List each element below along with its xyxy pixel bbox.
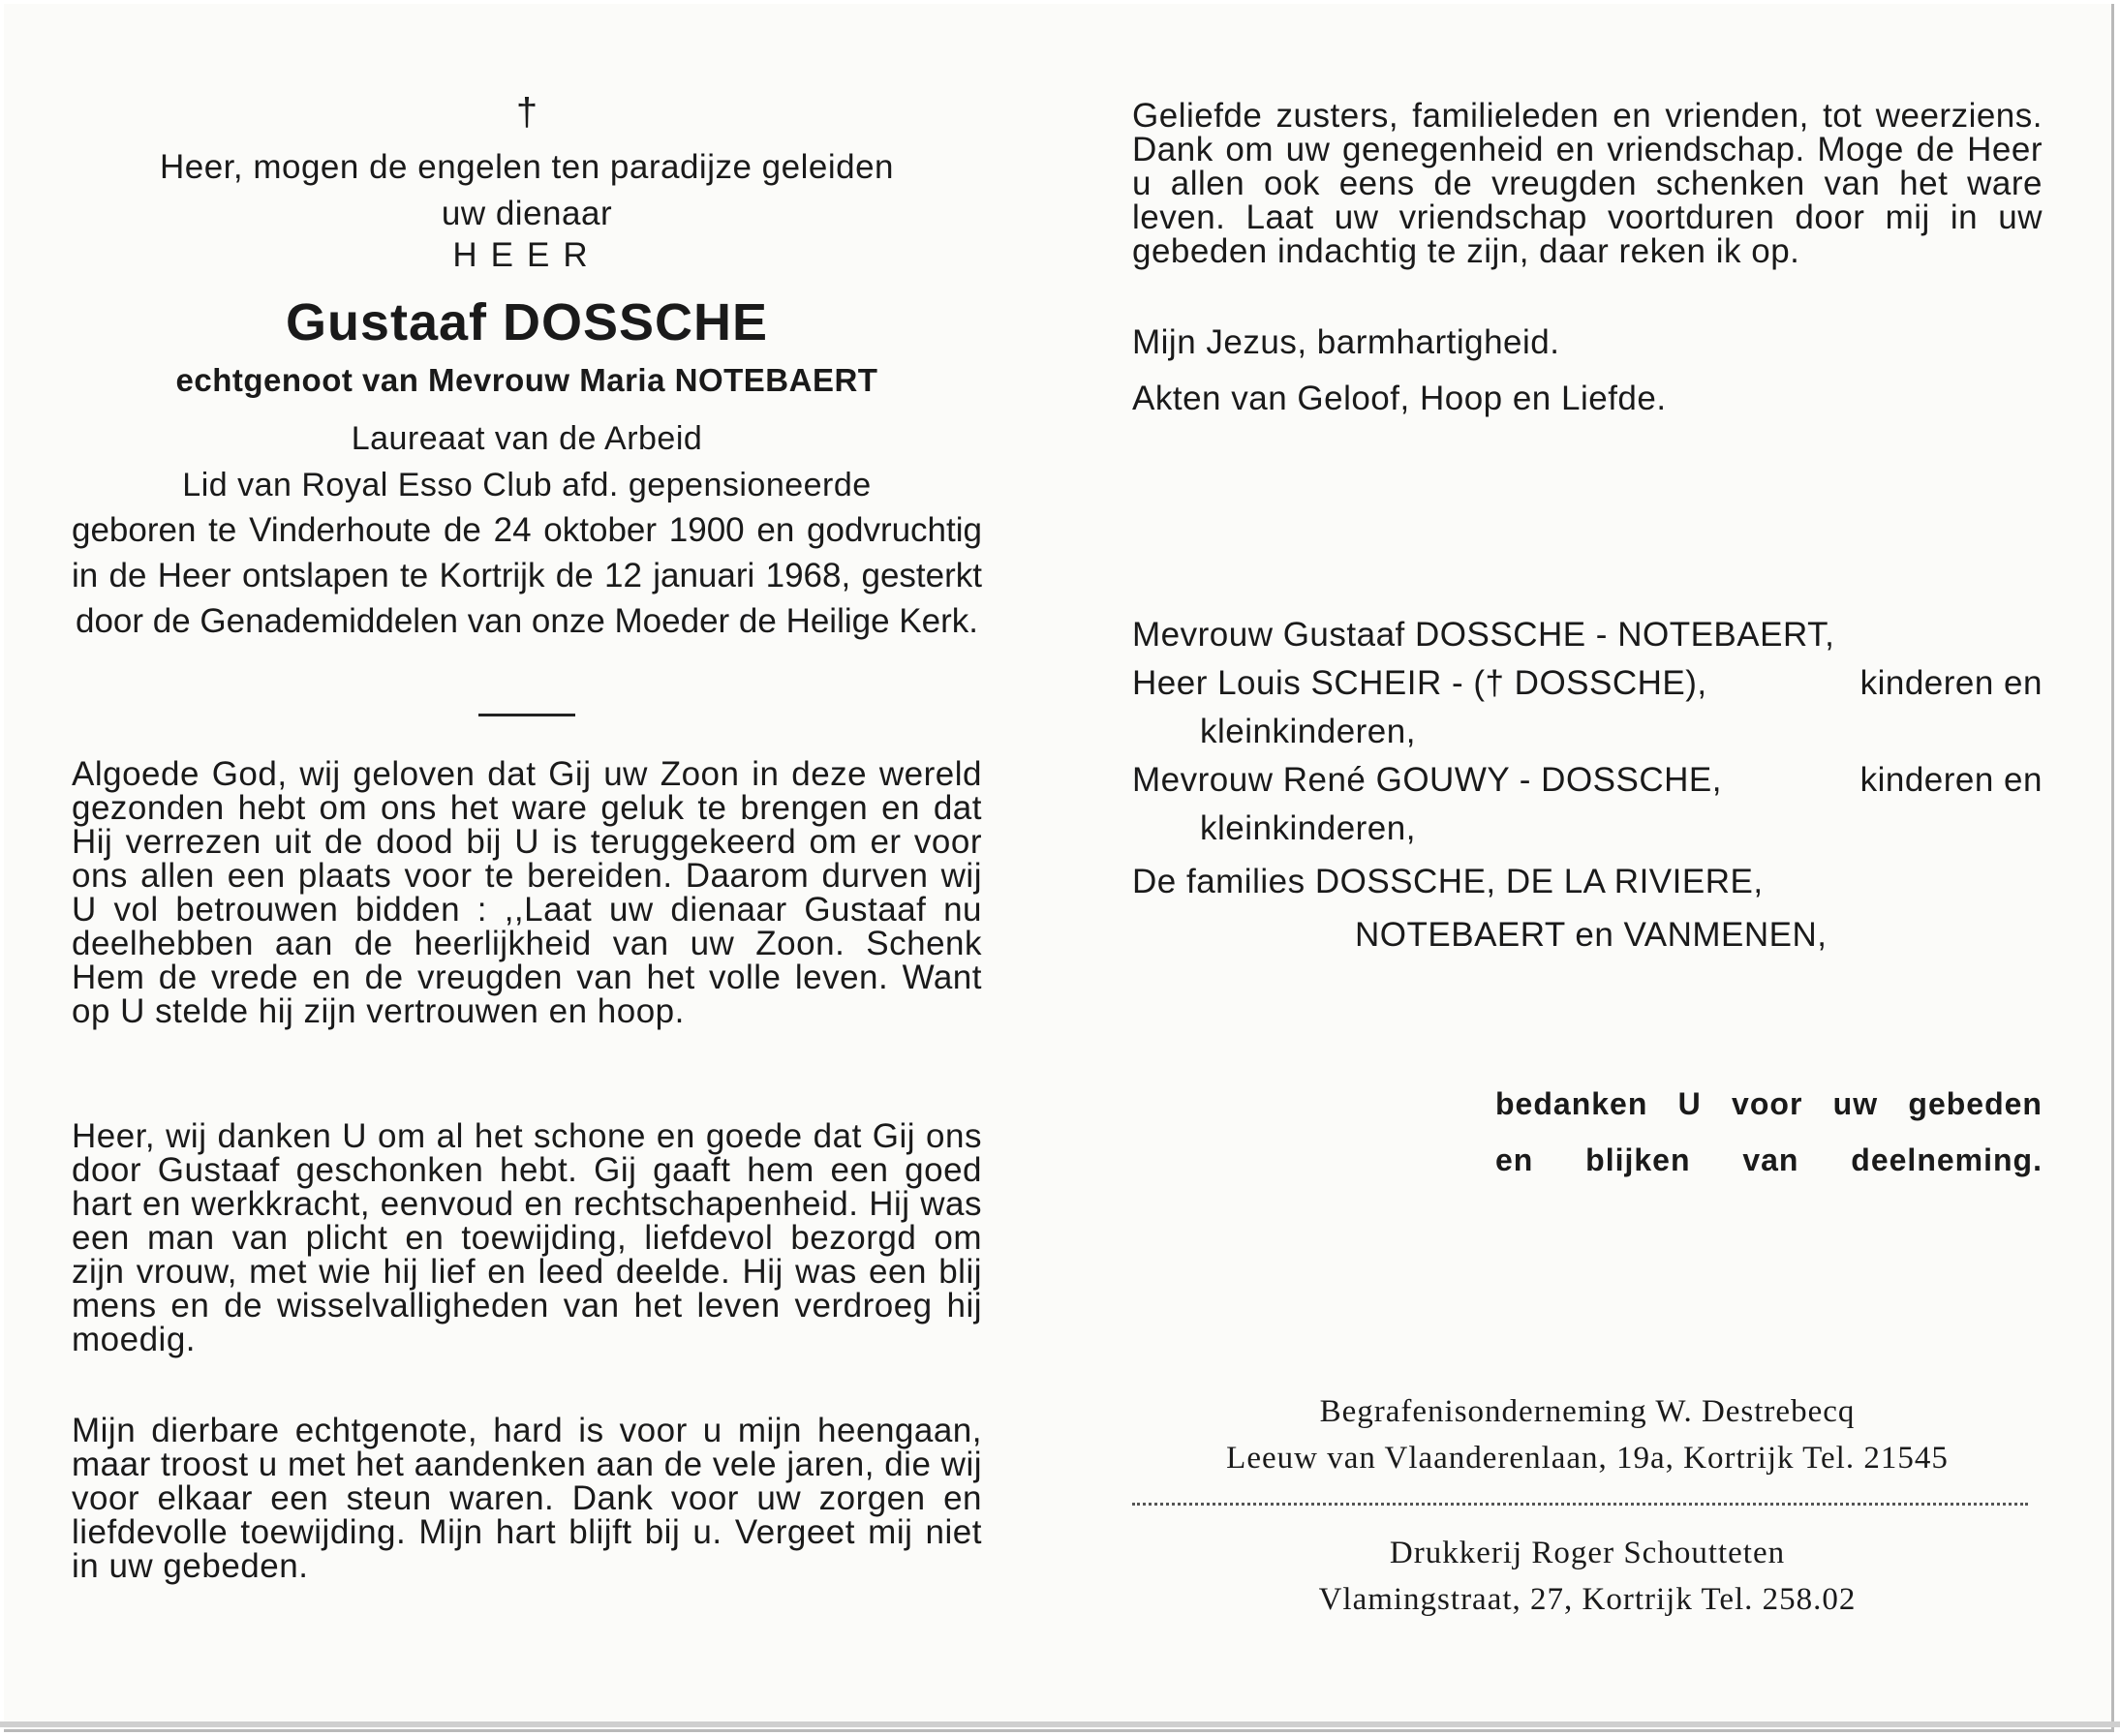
invocation-line: uw dienaar	[441, 195, 613, 232]
thanks-line	[1495, 1086, 2043, 1122]
acts-line: Akten van Geloof, Hoop en Liefde.	[1132, 380, 1667, 417]
invocation	[72, 144, 982, 237]
memorial-card	[4, 4, 2114, 1732]
printer-address: Vlamingstraat, 27, Kortrijk Tel. 258.02	[1318, 1582, 1857, 1617]
thanks-word: voor	[1732, 1086, 1803, 1121]
honorific: HEER	[452, 236, 601, 274]
farewell-paragraph: Geliefde zusters, familieleden en vrienden, tot weerziens. Dank om uw genegenheid en vriendschap. Moge de Heer u allen ook eens de vreugden schenken van het ware leven. Laat uw vriendschap voortduren door mij in uw gebeden indachtig te zijn, daar reken ik op.	[1132, 97, 2043, 270]
cross-icon: †	[515, 91, 538, 134]
thanks-word: en	[1495, 1142, 1534, 1177]
family-line: De families DOSSCHE, DE LA RIVIERE,	[1132, 863, 1764, 900]
ejaculation: Mijn Jezus, barmhartigheid.	[1132, 323, 1560, 361]
family-line: NOTEBAERT en VANMENEN,	[1355, 916, 1828, 954]
family-line	[1132, 761, 2043, 800]
family-relation: kinderen en	[1859, 664, 2043, 702]
biography: geboren te Vinderhoute de 24 oktober 1900 en godvruchtig in de Heer ontslapen te Kortrijk de 12 januari 1968, gesterkt door de Genademiddelen van onze Moeder de Heilige Kerk.	[72, 511, 982, 640]
family-name: Heer Louis SCHEIR - († DOSSCHE),	[1132, 664, 1707, 702]
family-line: kleinkinderen,	[1200, 713, 1416, 750]
thanks-word: gebeden	[1908, 1086, 2043, 1121]
thanks-word: bedanken	[1495, 1086, 1648, 1121]
deceased-name: Gustaaf DOSSCHE	[285, 293, 769, 351]
spouse-line: echtgenoot van Mevrouw Maria NOTEBAERT	[175, 362, 878, 398]
invocation-line: Heer, mogen de engelen ten paradijze geleiden	[159, 148, 895, 186]
thanks-word: deelneming.	[1851, 1142, 2043, 1177]
undertaker-address: Leeuw van Vlaanderenlaan, 19a, Kortrijk Tel. 21545	[1226, 1441, 1949, 1476]
divider	[478, 714, 575, 716]
family-relation: kinderen en	[1859, 761, 2043, 799]
prayer-paragraph: Algoede God, wij geloven dat Gij uw Zoon in deze wereld gezonden hebt om ons het ware geluk te brengen en dat Hij verrezen uit de dood bij U is teruggekeerd om er voor ons allen een plaats voor te bereiden. Daarom durven wij U vol betrouwen bidden : ,,Laat uw dienaar Gustaaf nu deelhebben aan de heerlijkheid van uw Zoon. Schenk Hem de vrede en de vreugden van het volle leven. Want op U stelde hij zijn vertrouwen en hoop.	[72, 755, 982, 1030]
family-name: Mevrouw René GOUWY - DOSSCHE,	[1132, 761, 1722, 799]
title-line: Laureaat van de Arbeid	[351, 420, 703, 457]
thanks-line	[1495, 1142, 2043, 1178]
prayer-paragraph: Mijn dierbare echtgenote, hard is voor u mijn heengaan, maar troost u met het aandenken aan de vele jaren, die wij voor elkaar een steun waren. Dank voor uw zorgen en liefdevolle toewijding. Mijn hart blijft bij u. Vergeet mij niet in uw gebeden.	[72, 1412, 982, 1585]
titles	[72, 415, 982, 508]
family-line: Mevrouw Gustaaf DOSSCHE - NOTEBAERT,	[1132, 616, 1835, 654]
prayer-paragraph: Heer, wij danken U om al het schone en goede dat Gij ons door Gustaaf geschonken hebt. Gij gaaft hem een goed hart en werkkracht, eenvoud en rechtschapenheid. Hij was een man van plicht en toewijding, liefdevol bezorgd om zijn vrouw, met wie hij lief en leed deelde. Hij was een blij mens en de wisselvalligheden van het leven verdroeg hij moedig.	[72, 1117, 982, 1358]
title-line: Lid van Royal Esso Club afd. gepensioneerde	[182, 467, 872, 503]
thanks-word: uw	[1832, 1086, 1879, 1121]
thanks-word: van	[1742, 1142, 1799, 1177]
thanks-word: blijken	[1585, 1142, 1691, 1177]
printer-block	[1132, 1530, 2043, 1623]
family-line: kleinkinderen,	[1200, 809, 1416, 847]
printer-name: Drukkerij Roger Schoutteten	[1389, 1536, 1786, 1570]
card-bottom-edge	[0, 1721, 2120, 1727]
dotted-divider	[1132, 1503, 2028, 1506]
thanks-word: U	[1677, 1086, 1702, 1121]
undertaker-name: Begrafenisonderneming W. Destrebecq	[1319, 1394, 1856, 1429]
family-line	[1132, 664, 2043, 703]
undertaker-block	[1132, 1388, 2043, 1481]
